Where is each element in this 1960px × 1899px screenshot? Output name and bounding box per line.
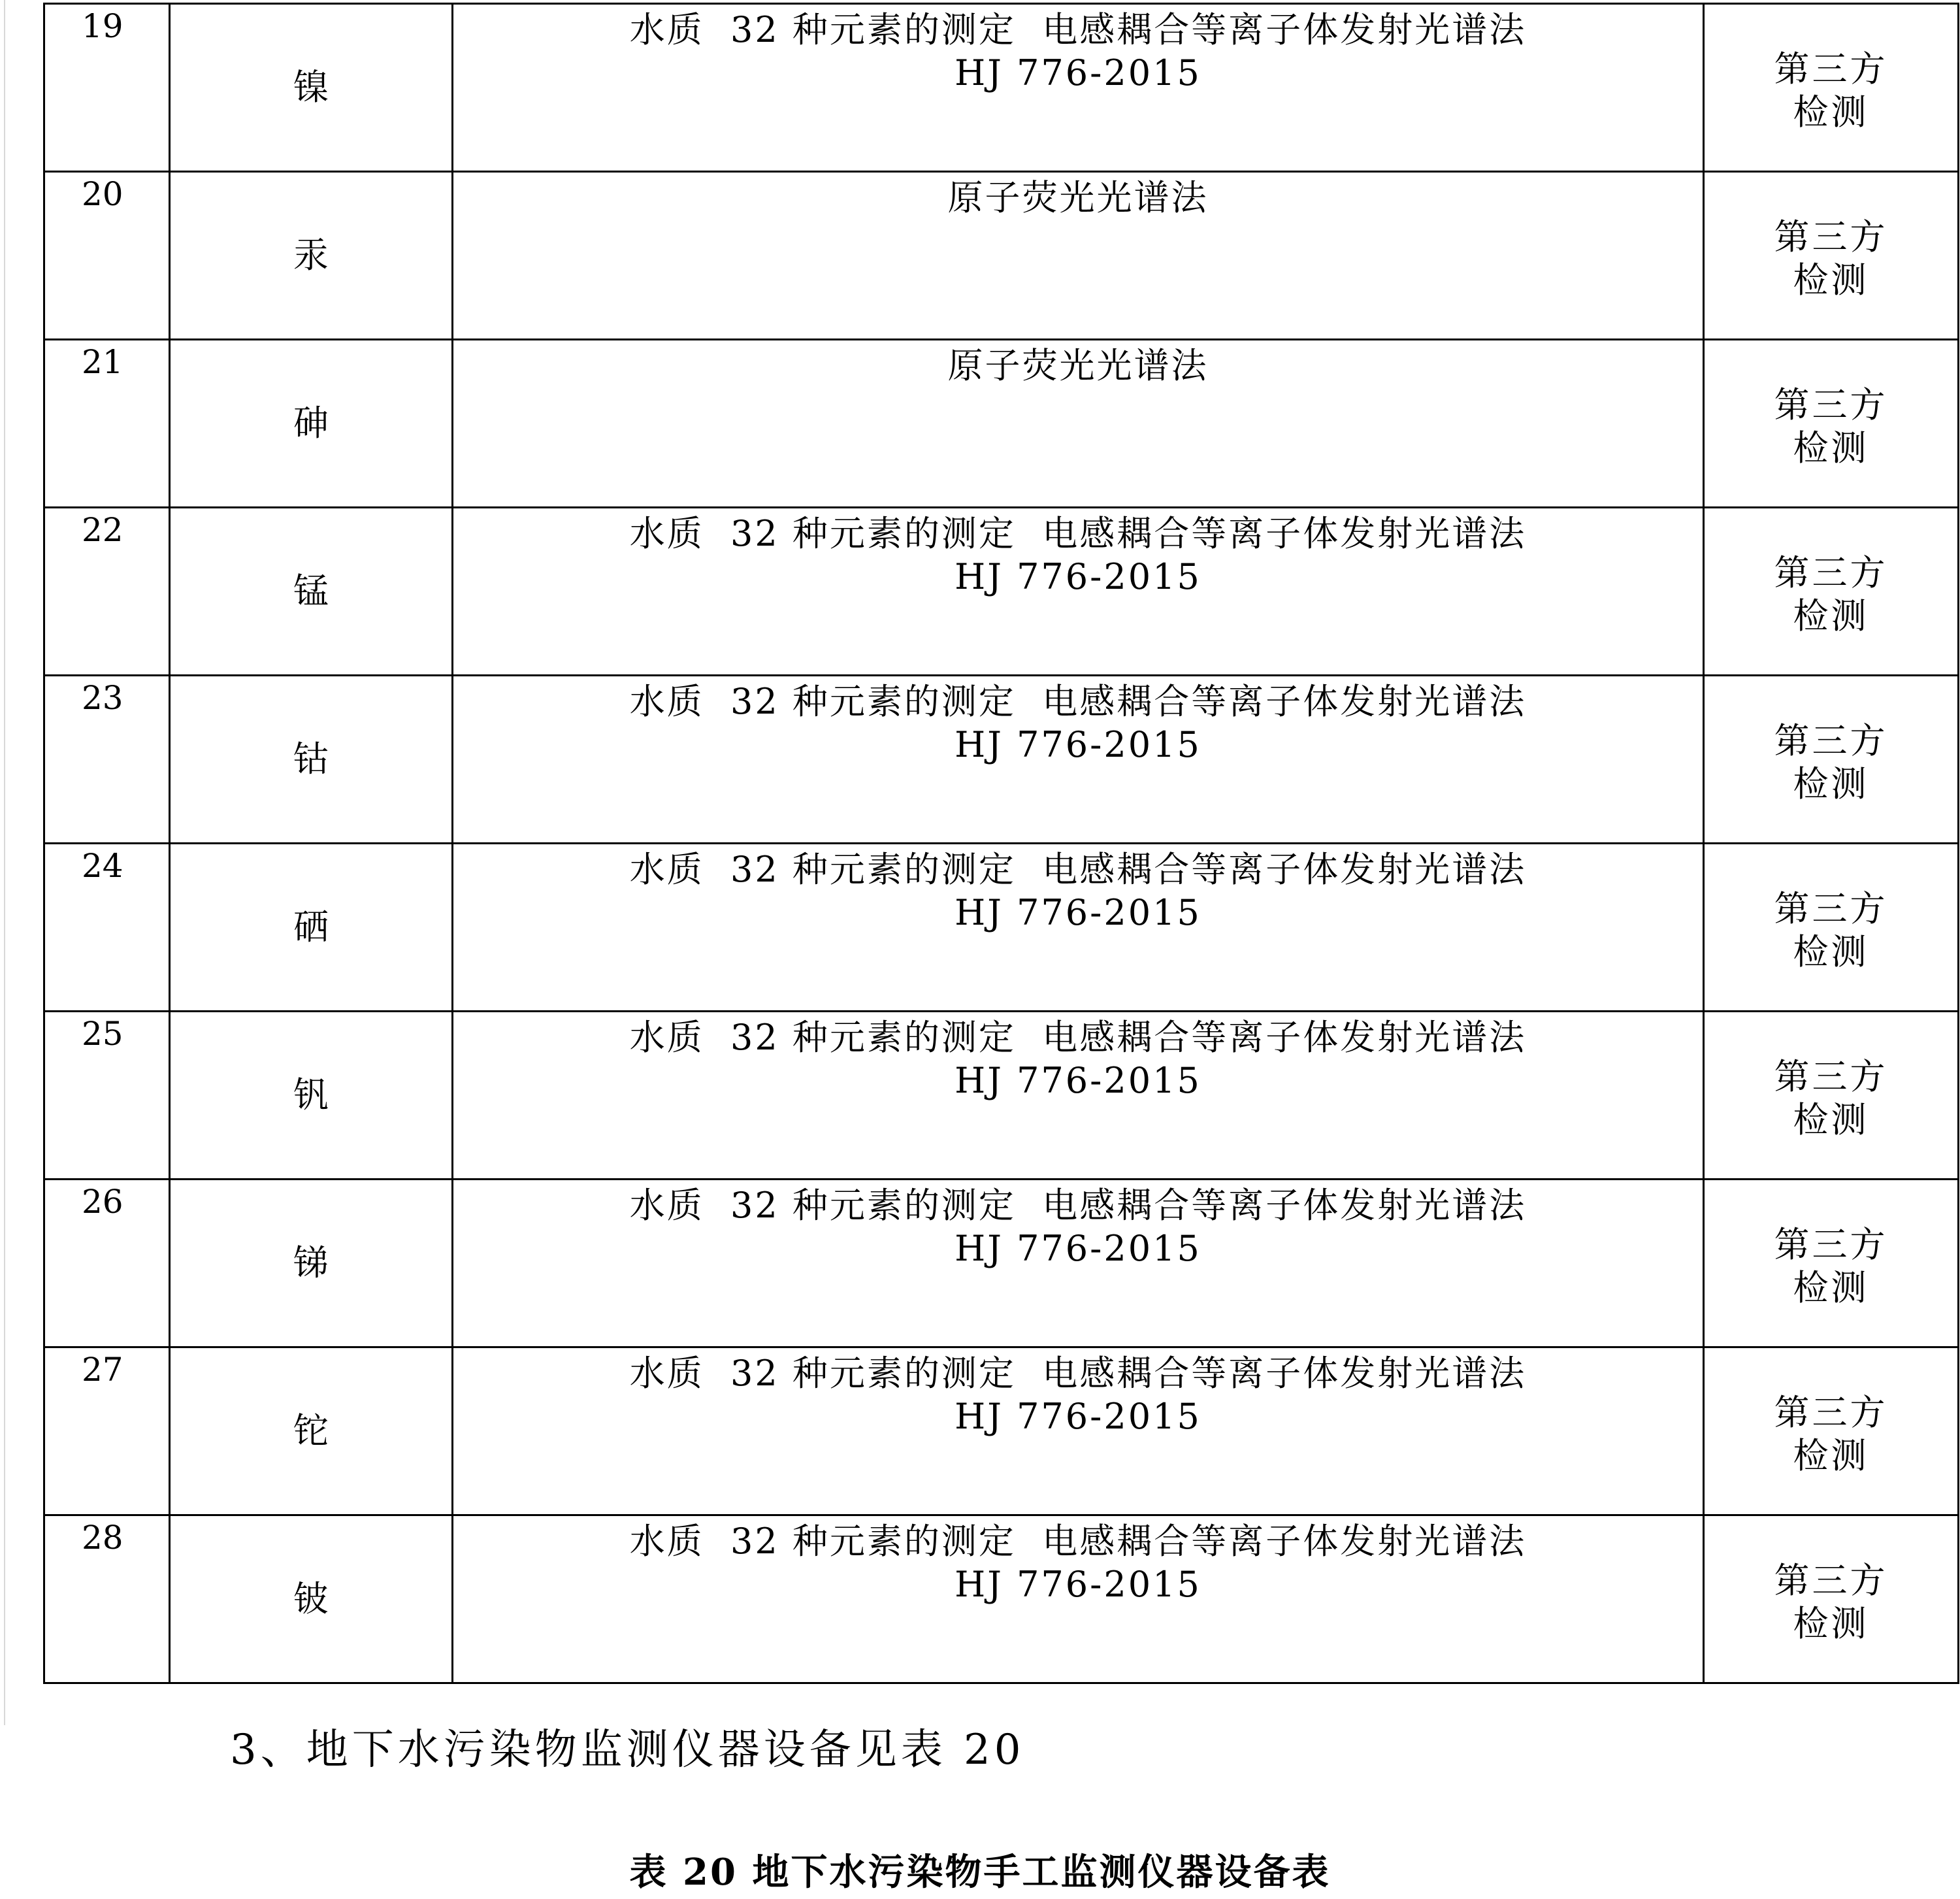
table-row [44, 340, 1959, 508]
cell-organization [1704, 1012, 1959, 1180]
testing-organization: 第三方检测 [1774, 552, 1888, 636]
cell-pollutant [170, 4, 453, 172]
section-heading: 3、地下水污染物监测仪器设备见表 20 [230, 1726, 1025, 1774]
cell-organization [1704, 340, 1959, 508]
row-number: 19 [82, 7, 123, 45]
cell-number [44, 1012, 170, 1180]
testing-organization: 第三方检测 [1774, 1560, 1888, 1644]
table-row [44, 1515, 1959, 1683]
table-row [44, 1012, 1959, 1180]
analysis-method: 水质 32 种元素的测定 电感耦合等离子体发射光谱法 HJ 776-2015 [629, 513, 1527, 597]
analysis-method: 水质 32 种元素的测定 电感耦合等离子体发射光谱法 HJ 776-2015 [629, 681, 1527, 765]
pollutant-name: 铍 [293, 1578, 329, 1619]
table-row [44, 172, 1959, 340]
cell-number [44, 340, 170, 508]
cell-number [44, 844, 170, 1012]
analysis-method: 水质 32 种元素的测定 电感耦合等离子体发射光谱法 HJ 776-2015 [629, 849, 1527, 933]
analysis-method: 原子荧光光谱法 [947, 177, 1209, 218]
cell-method [453, 676, 1704, 844]
cell-pollutant [170, 1180, 453, 1347]
cell-pollutant [170, 844, 453, 1012]
row-number: 20 [82, 175, 123, 213]
page-margin-line [4, 0, 5, 1725]
analysis-method: 水质 32 种元素的测定 电感耦合等离子体发射光谱法 HJ 776-2015 [629, 1017, 1527, 1101]
cell-method [453, 844, 1704, 1012]
cell-pollutant [170, 508, 453, 676]
pollutant-name: 镍 [293, 67, 329, 108]
cell-number [44, 4, 170, 172]
row-number: 22 [82, 511, 123, 549]
testing-organization: 第三方检测 [1774, 888, 1888, 972]
cell-pollutant [170, 1012, 453, 1180]
analysis-method: 水质 32 种元素的测定 电感耦合等离子体发射光谱法 HJ 776-2015 [629, 1353, 1527, 1437]
pollutant-name: 锰 [293, 570, 329, 612]
pollutant-name: 汞 [293, 235, 329, 276]
row-number: 25 [82, 1015, 123, 1053]
testing-organization: 第三方检测 [1774, 1056, 1888, 1140]
cell-number [44, 1180, 170, 1347]
testing-organization: 第三方检测 [1774, 1392, 1888, 1476]
cell-method [453, 340, 1704, 508]
cell-organization [1704, 1180, 1959, 1347]
cell-organization [1704, 1515, 1959, 1683]
pollutant-name: 砷 [293, 403, 329, 444]
row-number: 21 [82, 343, 123, 381]
row-number: 28 [82, 1519, 123, 1557]
testing-organization: 第三方检测 [1774, 384, 1888, 469]
pollutant-name: 钴 [293, 738, 329, 780]
analysis-method: 水质 32 种元素的测定 电感耦合等离子体发射光谱法 HJ 776-2015 [629, 9, 1527, 93]
pollutant-name: 硒 [293, 906, 329, 948]
cell-pollutant [170, 676, 453, 844]
cell-number [44, 1515, 170, 1683]
table-row [44, 508, 1959, 676]
row-number: 24 [82, 847, 123, 885]
table-row [44, 1180, 1959, 1347]
cell-number [44, 1347, 170, 1515]
cell-number [44, 172, 170, 340]
cell-pollutant [170, 340, 453, 508]
pollutant-name: 钒 [293, 1074, 329, 1115]
testing-organization: 第三方检测 [1774, 720, 1888, 804]
cell-method [453, 1347, 1704, 1515]
cell-method [453, 1180, 1704, 1347]
monitoring-methods-table [43, 3, 1959, 1684]
cell-number [44, 508, 170, 676]
cell-organization [1704, 1347, 1959, 1515]
cell-pollutant [170, 172, 453, 340]
cell-organization [1704, 4, 1959, 172]
cell-organization [1704, 172, 1959, 340]
table-row [44, 676, 1959, 844]
cell-pollutant [170, 1515, 453, 1683]
cell-method [453, 172, 1704, 340]
cell-method [453, 4, 1704, 172]
cell-method [453, 1515, 1704, 1683]
table-body [44, 4, 1959, 1683]
cell-pollutant [170, 1347, 453, 1515]
pollutant-name: 铊 [293, 1410, 329, 1451]
table-row [44, 1347, 1959, 1515]
testing-organization: 第三方检测 [1774, 1224, 1888, 1308]
cell-organization [1704, 676, 1959, 844]
table-row [44, 4, 1959, 172]
table-caption: 表 20 地下水污染物手工监测仪器设备表 [629, 1851, 1331, 1894]
analysis-method: 水质 32 种元素的测定 电感耦合等离子体发射光谱法 HJ 776-2015 [629, 1185, 1527, 1269]
testing-organization: 第三方检测 [1774, 216, 1888, 301]
row-number: 23 [82, 679, 123, 717]
row-number: 27 [82, 1351, 123, 1389]
testing-organization: 第三方检测 [1774, 48, 1888, 133]
cell-number [44, 676, 170, 844]
cell-method [453, 508, 1704, 676]
cell-organization [1704, 508, 1959, 676]
analysis-method: 原子荧光光谱法 [947, 345, 1209, 386]
row-number: 26 [82, 1183, 123, 1221]
table-row [44, 844, 1959, 1012]
pollutant-name: 锑 [293, 1242, 329, 1283]
cell-organization [1704, 844, 1959, 1012]
cell-method [453, 1012, 1704, 1180]
analysis-method: 水质 32 种元素的测定 电感耦合等离子体发射光谱法 HJ 776-2015 [629, 1521, 1527, 1605]
